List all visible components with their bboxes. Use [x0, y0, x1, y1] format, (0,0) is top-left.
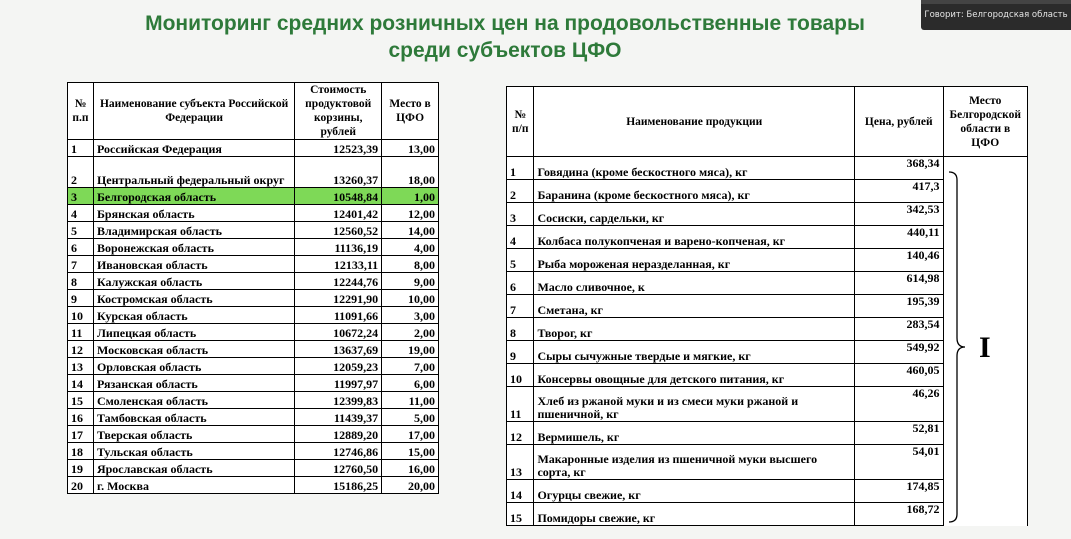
table-header-row: [68, 83, 439, 140]
col-header-number: № п/п: [507, 87, 534, 157]
product-price: 168,72: [855, 503, 944, 526]
col-header-region: Наименование субъекта Российской Федерации: [93, 83, 294, 140]
table-row: [68, 140, 439, 157]
row-number: 9: [507, 341, 534, 364]
product-price: 614,98: [855, 272, 944, 295]
table-row: [68, 460, 439, 477]
product-price: 417,3: [855, 180, 944, 203]
row-number: 7: [507, 295, 534, 318]
basket-cost: 12889,20: [295, 426, 382, 443]
region-place: 20,00: [382, 477, 439, 494]
region-name: Центральный федеральный округ: [93, 157, 294, 188]
row-number: 11: [68, 324, 94, 341]
region-place: 3,00: [382, 307, 439, 324]
row-number: 2: [68, 157, 94, 188]
region-name: Рязанская область: [93, 375, 294, 392]
region-place: 4,00: [382, 239, 439, 256]
product-price: 46,26: [855, 387, 944, 422]
table-row: [68, 426, 439, 443]
col-header-belgorod-place: Место Белгородской области в ЦФО: [943, 87, 1027, 157]
region-name: г. Москва: [93, 477, 294, 494]
region-place: 10,00: [382, 290, 439, 307]
row-number: 4: [68, 205, 94, 222]
table-row: [68, 256, 439, 273]
region-place: 17,00: [382, 426, 439, 443]
col-header-price: Цена, рублей: [855, 87, 944, 157]
product-price: 52,81: [855, 422, 944, 445]
basket-cost: 11136,19: [295, 239, 382, 256]
product-name: Макаронные изделия из пшеничной муки высшего сорта, кг: [534, 445, 855, 480]
row-number: 7: [68, 256, 94, 273]
table-row: [68, 239, 439, 256]
region-name: Московская область: [93, 341, 294, 358]
region-place: 18,00: [382, 157, 439, 188]
table-header-row: [507, 87, 1028, 157]
basket-cost: 12523,39: [295, 140, 382, 157]
region-name: Тверская область: [93, 426, 294, 443]
product-price: 283,54: [855, 318, 944, 341]
row-number: 6: [68, 239, 94, 256]
row-number: 14: [507, 480, 534, 503]
basket-cost: 11439,37: [295, 409, 382, 426]
row-number: 9: [68, 290, 94, 307]
product-name: Творог, кг: [534, 318, 855, 341]
row-number: 11: [507, 387, 534, 422]
table-row: [68, 409, 439, 426]
table-row: [68, 443, 439, 460]
product-name: Огурцы свежие, кг: [534, 480, 855, 503]
product-name: Помидоры свежие, кг: [534, 503, 855, 526]
row-number: 10: [68, 307, 94, 324]
basket-cost: 13637,69: [295, 341, 382, 358]
product-price: 440,11: [855, 226, 944, 249]
basket-cost: 15186,25: [295, 477, 382, 494]
region-place: 19,00: [382, 341, 439, 358]
table-row: [68, 324, 439, 341]
product-name: Хлеб из ржаной муки и из смеси муки ржаной и пшеничной, кг: [534, 387, 855, 422]
region-name: Ивановская область: [93, 256, 294, 273]
slide-title: [40, 10, 970, 64]
speaker-label: Говорит: Белгородская область: [924, 10, 1068, 20]
basket-cost: 12401,42: [295, 205, 382, 222]
basket-cost: 12244,76: [295, 273, 382, 290]
region-place: 16,00: [382, 460, 439, 477]
basket-cost: 12560,52: [295, 222, 382, 239]
table-row: [68, 157, 439, 188]
region-name: Тамбовская область: [93, 409, 294, 426]
region-place: 6,00: [382, 375, 439, 392]
row-number: 12: [507, 422, 534, 445]
region-place: 1,00: [382, 188, 439, 205]
table-row: [68, 341, 439, 358]
table-row: [68, 307, 439, 324]
row-number: 13: [507, 445, 534, 480]
region-name: Курская область: [93, 307, 294, 324]
region-name: Липецкая область: [93, 324, 294, 341]
product-price: 140,46: [855, 249, 944, 272]
row-number: 5: [507, 249, 534, 272]
product-price: 460,05: [855, 364, 944, 387]
region-name: Смоленская область: [93, 392, 294, 409]
row-number: 2: [507, 180, 534, 203]
product-name: Вермишель, кг: [534, 422, 855, 445]
region-name: Российская Федерация: [93, 140, 294, 157]
basket-cost: 12133,11: [295, 256, 382, 273]
col-header-cost: Стоимость продуктовой корзины, рублей: [295, 83, 382, 140]
product-name: Говядина (кроме бескостного мяса), кг: [534, 157, 855, 180]
table-row: [68, 358, 439, 375]
basket-cost: 11091,66: [295, 307, 382, 324]
row-number: 10: [507, 364, 534, 387]
table-row: [68, 290, 439, 307]
row-number: 5: [68, 222, 94, 239]
row-number: 1: [507, 157, 534, 180]
region-place: 13,00: [382, 140, 439, 157]
col-header-product: Наименование продукции: [534, 87, 855, 157]
row-number: 3: [68, 188, 94, 205]
region-name: Владимирская область: [93, 222, 294, 239]
active-speaker-indicator: [921, 0, 1071, 30]
region-place: 9,00: [382, 273, 439, 290]
product-name: Сметана, кг: [534, 295, 855, 318]
row-number: 19: [68, 460, 94, 477]
row-number: 6: [507, 272, 534, 295]
rank-bracket: [947, 170, 977, 524]
title-line-2: среди субъектов ЦФО: [388, 39, 622, 62]
row-number: 15: [68, 392, 94, 409]
regions-cost-table: [67, 82, 439, 494]
table-row: [68, 392, 439, 409]
row-number: 3: [507, 203, 534, 226]
row-number: 12: [68, 341, 94, 358]
row-number: 8: [507, 318, 534, 341]
product-price: 549,92: [855, 341, 944, 364]
table-row: [68, 205, 439, 222]
row-number: 15: [507, 503, 534, 526]
row-number: 4: [507, 226, 534, 249]
basket-cost: 12760,50: [295, 460, 382, 477]
product-name: Колбаса полукопченая и варено-копченая, кг: [534, 226, 855, 249]
row-number: 13: [68, 358, 94, 375]
basket-cost: 13260,37: [295, 157, 382, 188]
basket-cost: 12746,86: [295, 443, 382, 460]
region-place: 12,00: [382, 205, 439, 222]
product-name: Масло сливочное, к: [534, 272, 855, 295]
basket-cost: 12399,83: [295, 392, 382, 409]
region-name: Тульская область: [93, 443, 294, 460]
row-number: 1: [68, 140, 94, 157]
region-name: Костромская область: [93, 290, 294, 307]
col-header-number: № п.п: [68, 83, 94, 140]
region-place: 14,00: [382, 222, 439, 239]
region-name: Воронежская область: [93, 239, 294, 256]
title-line-1: Мониторинг средних розничных цен на продовольственные товары: [145, 12, 865, 35]
speaker-video-strip: [921, 0, 1071, 4]
region-name: Белгородская область: [93, 188, 294, 205]
row-number: 18: [68, 443, 94, 460]
product-name: Сыры сычужные твердые и мягкие, кг: [534, 341, 855, 364]
region-name: Ярославская область: [93, 460, 294, 477]
row-number: 17: [68, 426, 94, 443]
product-name: Баранина (кроме бескостного мяса), кг: [534, 180, 855, 203]
col-header-place: Место в ЦФО: [382, 83, 439, 140]
region-place: 7,00: [382, 358, 439, 375]
product-name: Сосиски, сардельки, кг: [534, 203, 855, 226]
product-name: Рыба мороженая неразделанная, кг: [534, 249, 855, 272]
region-name: Брянская область: [93, 205, 294, 222]
product-price: 195,39: [855, 295, 944, 318]
region-name: Калужская область: [93, 273, 294, 290]
product-name: Консервы овощные для детского питания, кг: [534, 364, 855, 387]
table-row: [68, 375, 439, 392]
region-place: 2,00: [382, 324, 439, 341]
row-number: 20: [68, 477, 94, 494]
region-place: 15,00: [382, 443, 439, 460]
product-price: 174,85: [855, 480, 944, 503]
region-place: 8,00: [382, 256, 439, 273]
region-name: Орловская область: [93, 358, 294, 375]
table-row: [68, 273, 439, 290]
basket-cost: 12059,23: [295, 358, 382, 375]
basket-cost: 10548,84: [295, 188, 382, 205]
basket-cost: 11997,97: [295, 375, 382, 392]
row-number: 16: [68, 409, 94, 426]
product-price: 342,53: [855, 203, 944, 226]
row-number: 14: [68, 375, 94, 392]
table-row: [68, 188, 439, 205]
basket-cost: 12291,90: [295, 290, 382, 307]
product-price: 368,34: [855, 157, 944, 180]
table-row: [68, 222, 439, 239]
product-price: 54,01: [855, 445, 944, 480]
rank-label: I: [979, 331, 991, 364]
region-place: 5,00: [382, 409, 439, 426]
basket-cost: 10672,24: [295, 324, 382, 341]
table-row: [68, 477, 439, 494]
region-place: 11,00: [382, 392, 439, 409]
row-number: 8: [68, 273, 94, 290]
